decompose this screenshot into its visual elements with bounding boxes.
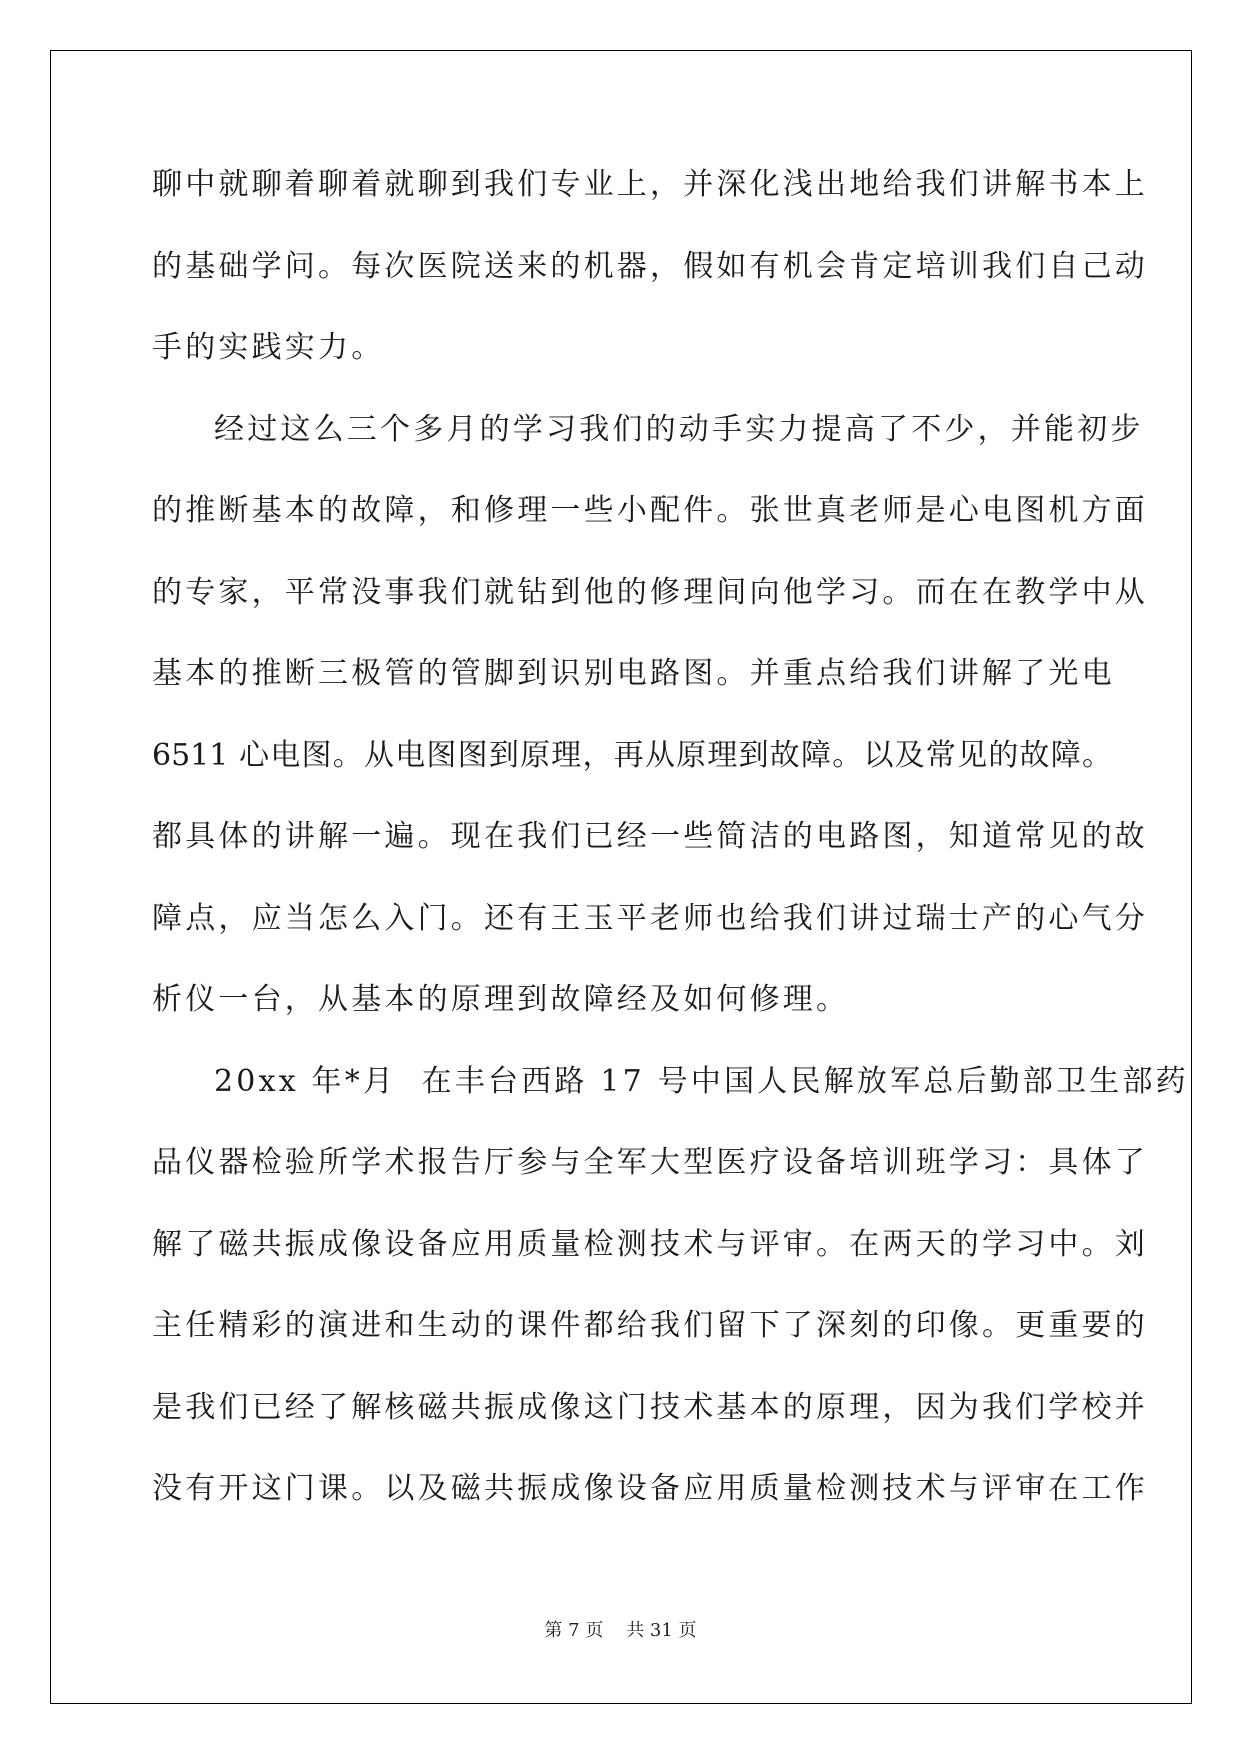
text-line: 基本的推断三极管的管脚到识别电路图。并重点给我们讲解了光电 [152,656,1115,691]
text-line: 手的实践实力。 [152,330,385,365]
text-line: 的推断基本的故障，和修理一些小配件。张世真老师是心电图机方面 [152,493,1148,528]
page-number-footer: 第 7 页 共 31 页 [544,1620,697,1641]
text-line: 的基础学问。每次医院送来的机器，假如有机会肯定培训我们自己动 [152,248,1148,284]
text-line: 的专家，平常没事我们就钻到他的修理间向他学习。而在在教学中从 [152,574,1148,610]
text-line: 20xx 年*月 在丰台西路 17 号中国人民解放军总后勤部卫生部药 [214,1063,1189,1099]
text-line: 经过这么三个多月的学习我们的动手实力提高了不少，并能初步 [214,411,1144,447]
text-line: 聊中就聊着聊着就聊到我们专业上，并深化浅出地给我们讲解书本上 [152,167,1148,202]
text-line: 都具体的讲解一遍。现在我们已经一些简洁的电路图，知道常见的故 [152,819,1148,854]
text-line: 障点，应当怎么入门。还有王玉平老师也给我们讲过瑞士产的心气分 [152,900,1148,936]
text-line: 解了磁共振成像设备应用质量检测技术与评审。在两天的学习中。刘 [152,1226,1148,1262]
document-body [152,162,1189,1548]
text-line: 没有开这门课。以及磁共振成像设备应用质量检测技术与评审在工作 [152,1471,1148,1506]
text-line: 析仪一台，从基本的原理到故障经及如何修理。 [152,982,850,1017]
text-line: 6511 心电图。从电图图到原理，再从原理到故障。以及常见的故障。 [152,737,1112,773]
text-line: 是我们已经了解核磁共振成像这门技术基本的原理，因为我们学校并 [152,1389,1148,1425]
text-line: 主任精彩的演进和生动的课件都给我们留下了深刻的印像。更重要的 [152,1308,1148,1343]
text-line: 品仪器检验所学术报告厅参与全军大型医疗设备培训班学习：具体了 [152,1145,1148,1180]
